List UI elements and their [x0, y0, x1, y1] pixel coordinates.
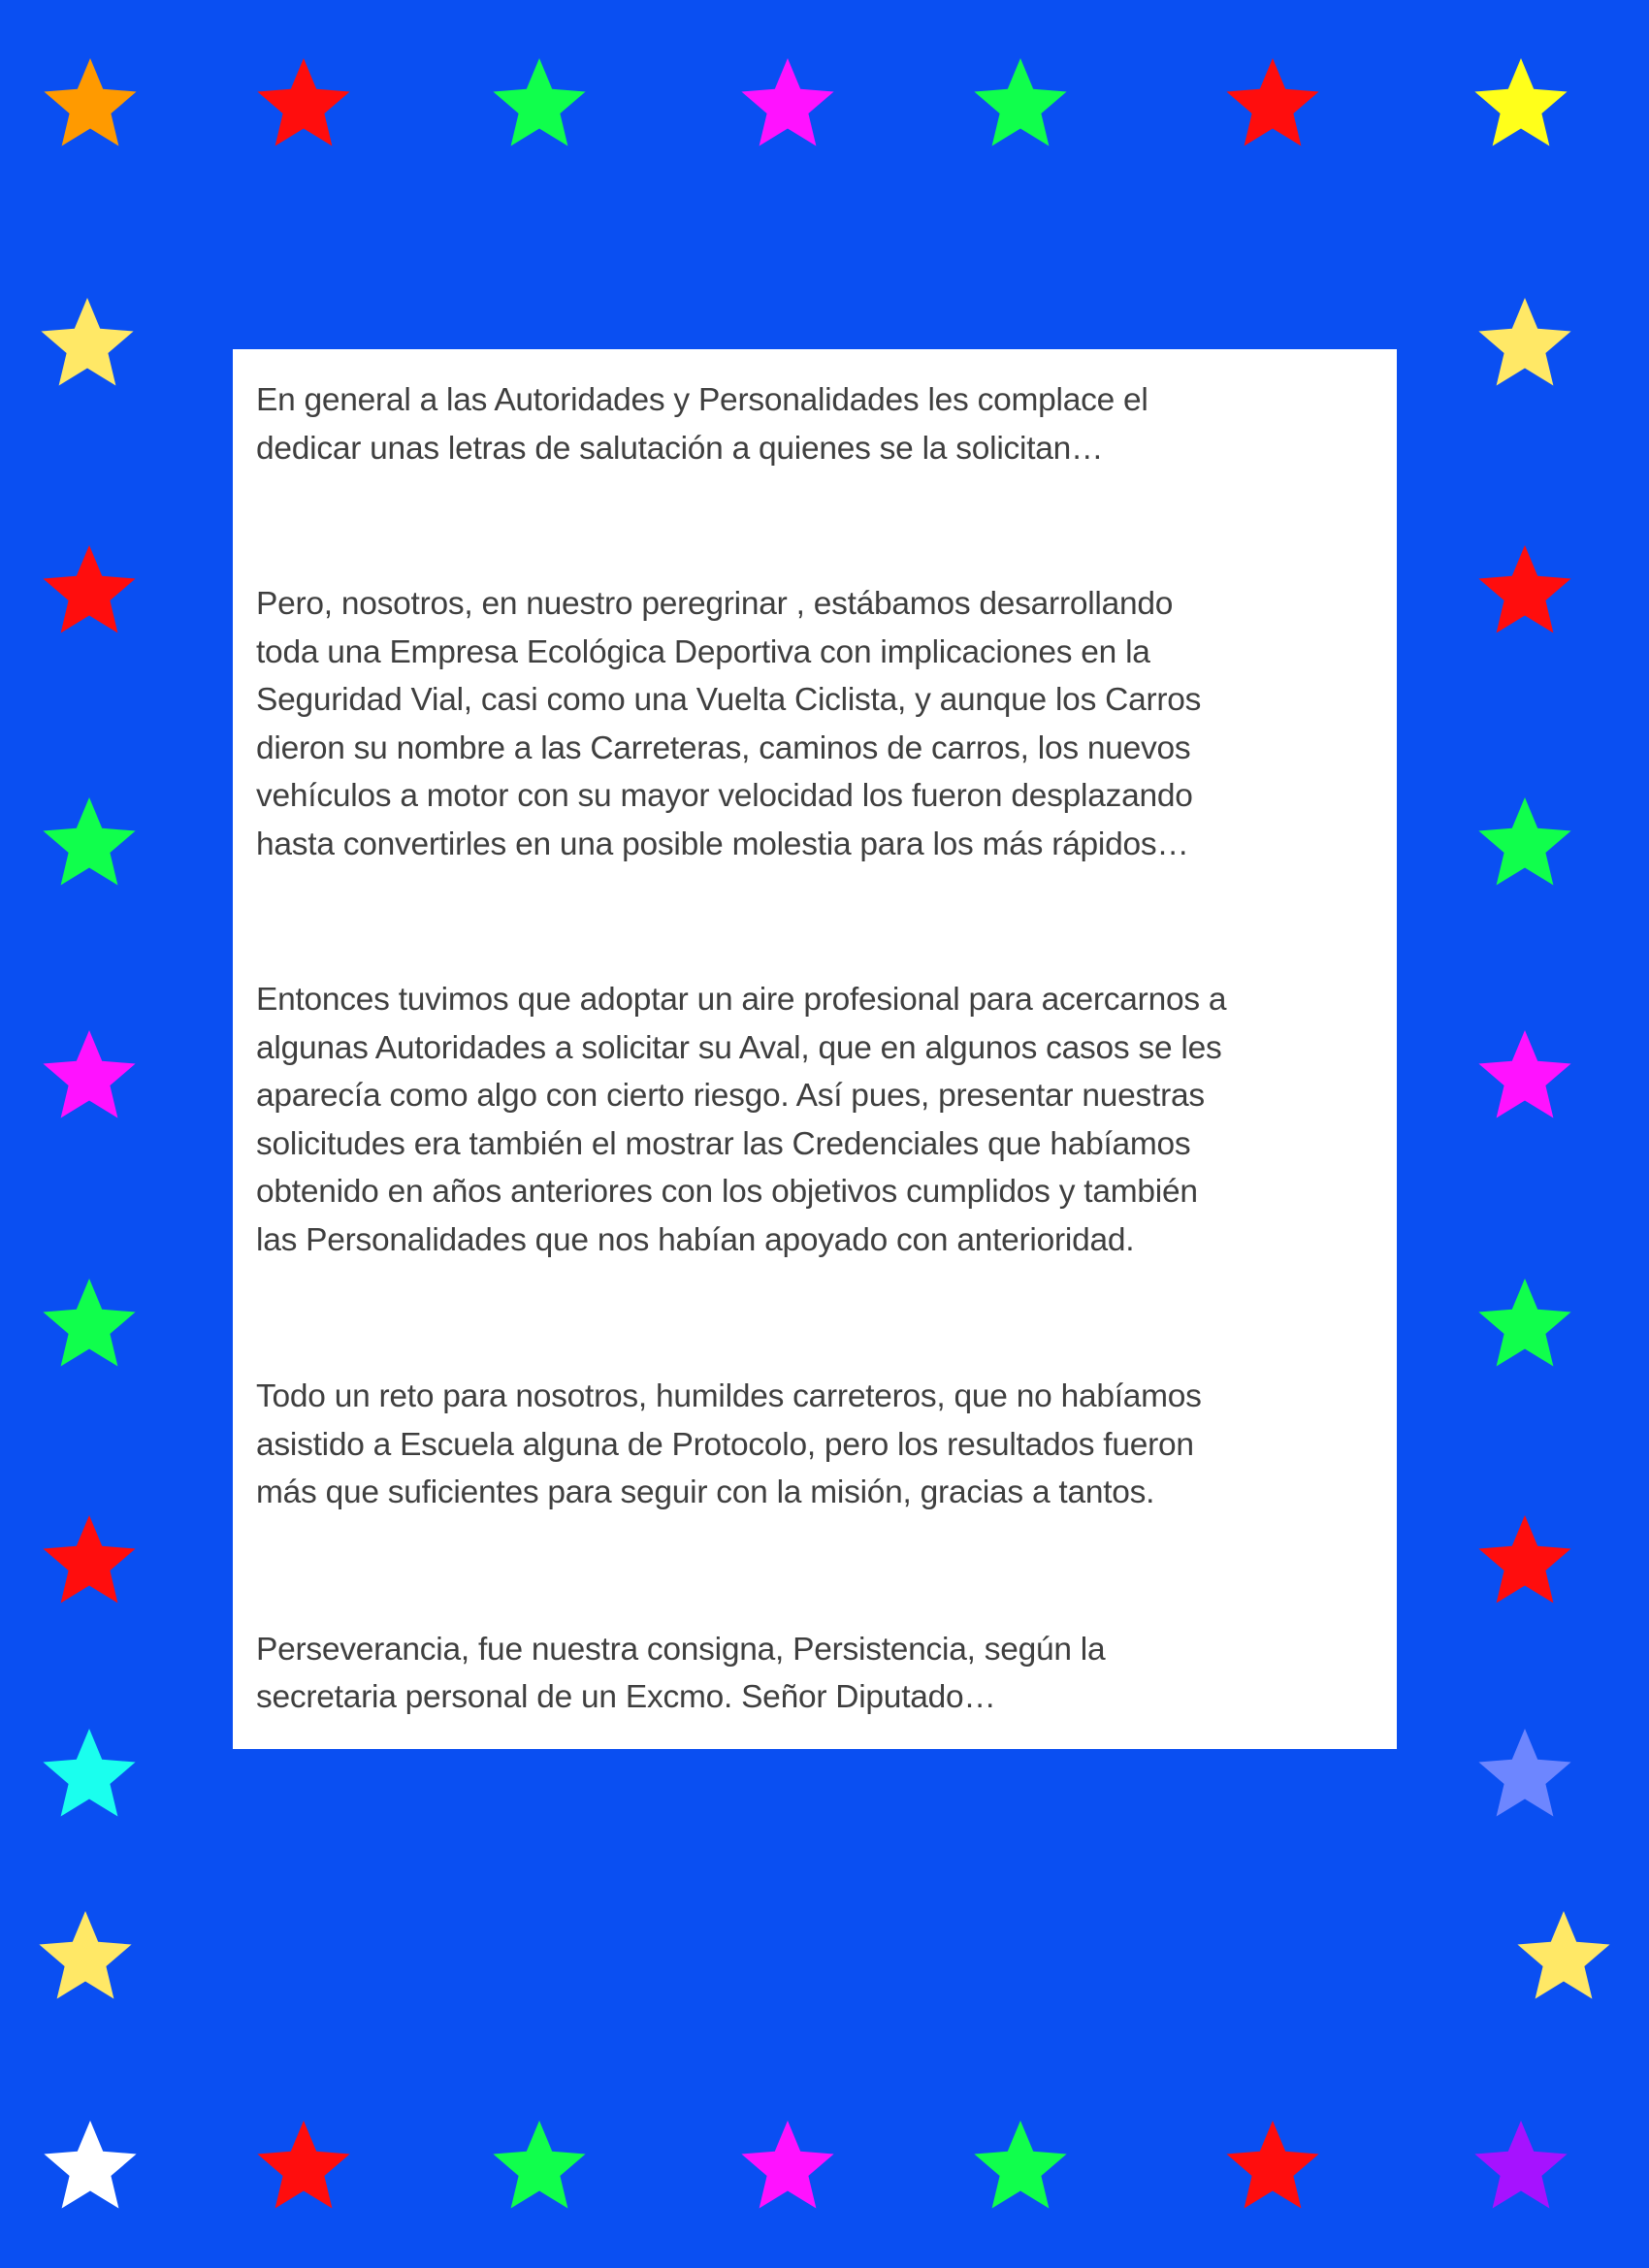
star-icon [44, 2121, 136, 2209]
star-icon [43, 1279, 135, 1367]
star-icon [741, 58, 833, 146]
star-icon [1478, 1515, 1570, 1604]
star-icon [493, 2121, 585, 2209]
star-icon [43, 1729, 135, 1817]
star-icon [43, 797, 135, 886]
star-icon [1478, 1729, 1570, 1817]
star-icon [1478, 545, 1570, 633]
paragraph-journey: Pero, nosotros, en nuestro peregrinar , estábamos desarrollando toda una Empresa Ecológica Deportiva con implicaciones en la Seguridad Vial, casi como una Vuelta Ciclista, y aunque los Carros dieron su nombre a las Carreteras, caminos de carros, los nuevos vehículos a motor con su mayor velocidad los fueron desplazando hasta convertirles en una posible molestia para los más rápidos… [256, 586, 1202, 862]
star-icon [1478, 298, 1570, 386]
star-icon [741, 2121, 833, 2209]
star-icon [257, 2121, 349, 2209]
paragraph-perseverance: Perseverancia, fue nuestra consigna, Persistencia, según la secretaria personal de un Excmo. Señor Diputado… [256, 1631, 1106, 1715]
star-icon [1226, 58, 1318, 146]
paragraph-challenge: Todo un reto para nosotros, humildes carreteros, que no habíamos asistido a Escuela alguna de Protocolo, pero los resultados fueron más que suficientes para seguir con la misión, gracias a tantos. [256, 1378, 1202, 1510]
star-icon [1474, 58, 1567, 146]
paragraph-credentials: Entonces tuvimos que adoptar un aire profesional para acercarnos a algunas Autoridades a solicitar su Aval, que en algunos casos se les aparecía como algo con cierto riesgo. Así pues, presentar nuestras solicitudes era también el mostrar las Credenciales que habíamos obtenido en años anteriores con los objetivos cumplidos y también las Personalidades que nos habían apoyado con anterioridad. [256, 982, 1227, 1258]
star-icon [44, 58, 136, 146]
star-icon [43, 1515, 135, 1604]
star-icon [1478, 1279, 1570, 1367]
star-icon [1474, 2121, 1567, 2209]
star-icon [1226, 2121, 1318, 2209]
paragraph-greeting: En general a las Autoridades y Personalidades les complace el dedicar unas letras de salutación a quienes se la solicitan… [256, 382, 1148, 467]
star-icon [43, 1030, 135, 1118]
text-panel [233, 349, 1397, 1749]
star-icon [1517, 1911, 1609, 1999]
star-icon [257, 58, 349, 146]
star-icon [1478, 797, 1570, 886]
star-icon [974, 2121, 1066, 2209]
star-icon [41, 298, 133, 386]
star-icon [43, 545, 135, 633]
star-icon [1478, 1030, 1570, 1118]
star-icon [493, 58, 585, 146]
star-icon [974, 58, 1066, 146]
star-icon [39, 1911, 131, 1999]
